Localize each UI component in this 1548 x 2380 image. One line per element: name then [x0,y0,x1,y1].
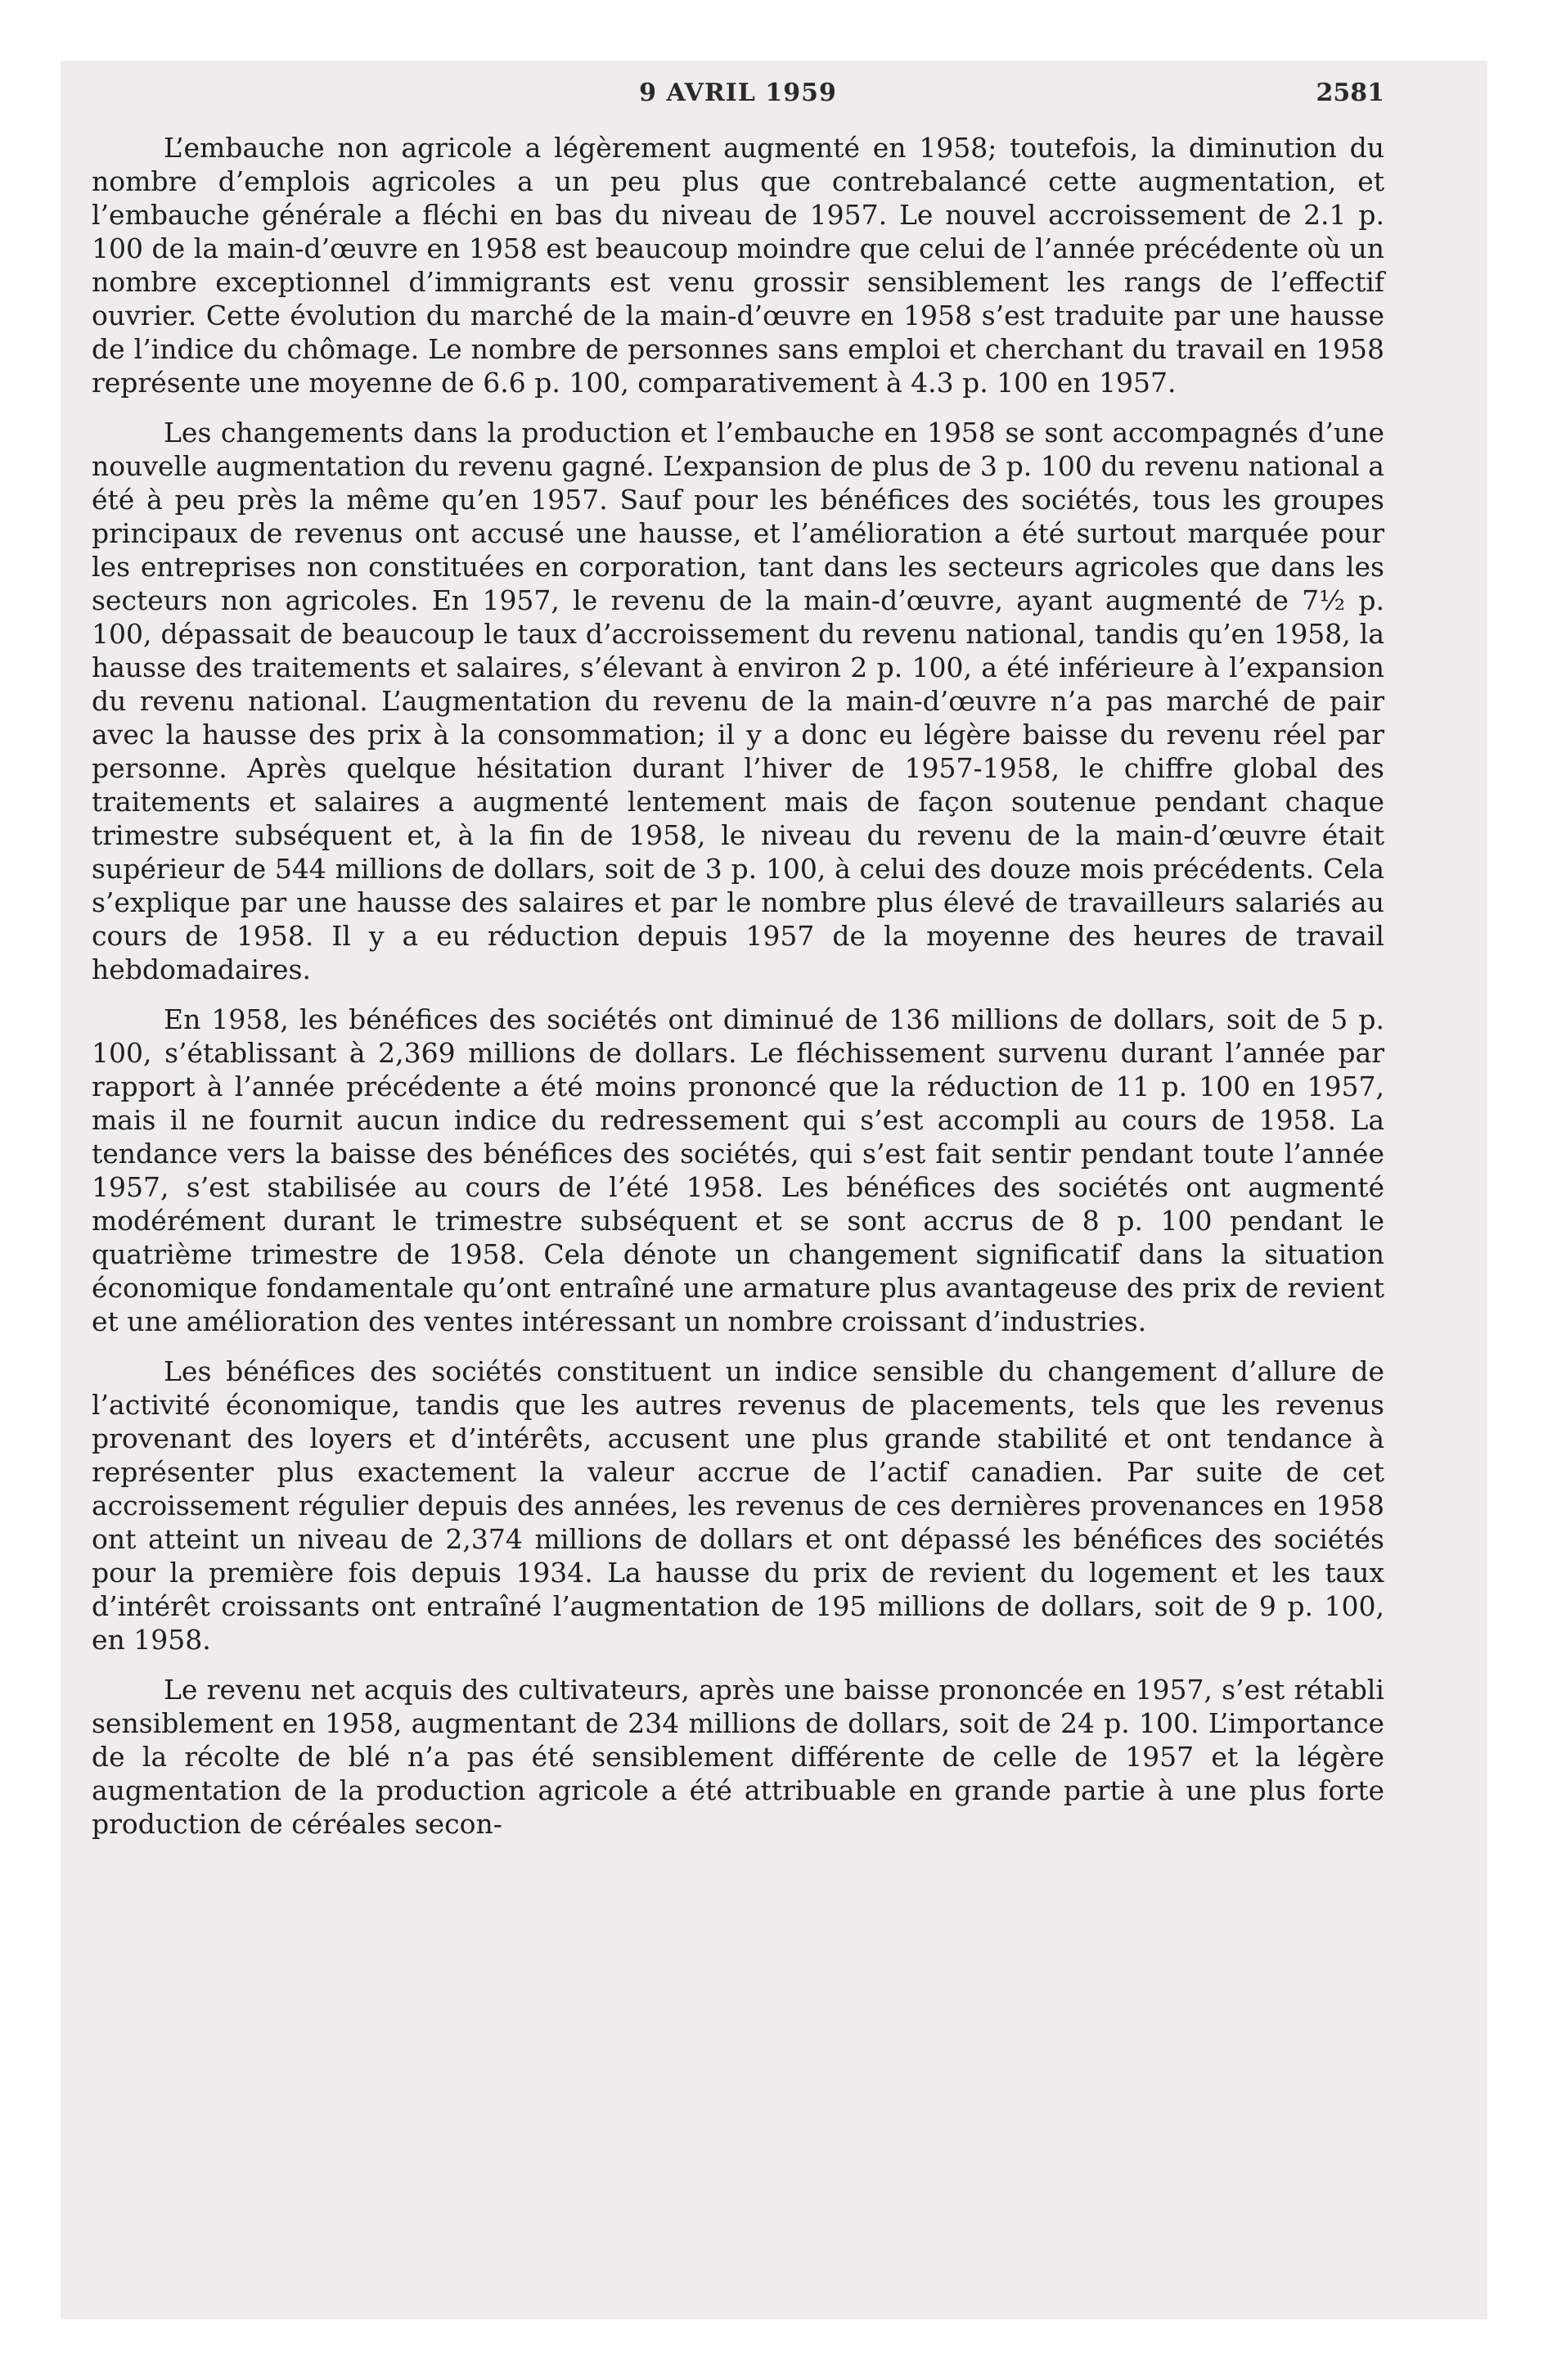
paragraph-revenu-cultivateurs: Le revenu net acquis des cultivateurs, après une baisse prononcée en 1957, s’est rétabli sensiblement en 1958, augmentant de 234 millions de dollars, soit de 24 p. 100. L’importance de la récolte de blé n’a pas été sensiblement différente de celle de 1957 et la légère augmentation de la production agricole a été attribuable en grande partie à une plus forte production de céréales secon- [92,1674,1384,1840]
paragraph-embauche: L’embauche non agricole a légèrement augmenté en 1958; toutefois, la diminution du nombre d’emplois agricoles a un peu plus que contrebalancé cette augmentation, et l’embauche générale a fléchi en bas du niveau de 1957. Le nouvel accroissement de 2.1 p. 100 de la main-d’œuvre en 1958 est beaucoup moindre que celui de l’année précédente où un nombre exceptionnel d’immigrants est venu grossir sensiblement les rangs de l’effectif ouvrier. Cette évolution du marché de la main-d’œuvre en 1958 s’est traduite par une hausse de l’indice du chômage. Le nombre de personnes sans emploi et cherchant du travail en 1958 représente une moyenne de 6.6 p. 100, comparativement à 4.3 p. 100 en 1957. [92,132,1384,399]
page-number: 2581 [1316,79,1384,107]
header-date: 9 AVRIL 1959 [639,79,837,107]
paragraph-revenus-placements: Les bénéfices des sociétés constituent un indice sensible du changement d’allure de l’activité économique, tandis que les autres revenus de placements, tels que les revenus provenant des loyers et d’intérêts, accusent une plus grande stabilité et ont tendance à représenter plus exactement la valeur accrue de l’actif canadien. Par suite de cet accroissement régulier depuis des années, les revenus de ces dernières provenances en 1958 ont atteint un niveau de 2,374 millions de dollars et ont dépassé les bénéfices des sociétés pour la première fois depuis 1934. La hausse du prix de revient du logement et les taux d’intérêt croissants ont entraîné l’augmentation de 195 millions de dollars, soit de 9 p. 100, en 1958. [92,1355,1384,1656]
page-header [92,79,1384,128]
paragraph-revenu-gagne: Les changements dans la production et l’embauche en 1958 se sont accompagnés d’une nouvelle augmentation du revenu gagné. L’expansion de plus de 3 p. 100 du revenu national a été à peu près la même qu’en 1957. Sauf pour les bénéfices des sociétés, tous les groupes principaux de revenus ont accusé une hausse, et l’amélioration a été surtout marquée pour les entreprises non constituées en corporation, tant dans les secteurs agricoles que dans les secteurs non agricoles. En 1957, le revenu de la main-d’œuvre, ayant augmenté de 7½ p. 100, dépassait de beaucoup le taux d’accroissement du revenu national, tandis qu’en 1958, la hausse des traitements et salaires, s’élevant à environ 2 p. 100, a été inférieure à l’expansion du revenu national. L’augmentation du revenu de la main-d’œuvre n’a pas marché de pair avec la hausse des prix à la consommation; il y a donc eu légère baisse du revenu réel par personne. Après quelque hésitation durant l’hiver de 1957-1958, le chiffre global des traitements et salaires a augmenté lentement mais de façon soutenue pendant chaque trimestre subséquent et, à la fin de 1958, le niveau du revenu de la main-d’œuvre était supérieur de 544 millions de dollars, soit de 3 p. 100, à celui des douze mois précédents. Cela s’explique par une hausse des salaires et par le nombre plus élevé de travailleurs salariés au cours de 1958. Il y a eu réduction depuis 1957 de la moyenne des heures de travail hebdomadaires. [92,417,1384,985]
body-text [92,131,1384,1857]
paragraph-benefices-1958: En 1958, les bénéfices des sociétés ont diminué de 136 millions de dollars, soit de 5 p. 100, s’établissant à 2,369 millions de dollars. Le fléchissement survenu durant l’année par rapport à l’année précédente a été moins prononcé que la réduction de 11 p. 100 en 1957, mais il ne fournit aucun indice du redressement qui s’est accompli au cours de 1958. La tendance vers la baisse des bénéfices des sociétés, qui s’est fait sentir pendant toute l’année 1957, s’est stabilisée au cours de l’été 1958. Les bénéfices des sociétés ont augmenté modérément durant le trimestre subséquent et se sont accrus de 8 p. 100 pendant le quatrième trimestre de 1958. Cela dénote un changement significatif dans la situation économique fondamentale qu’ont entraîné une armature plus avantageuse des prix de revient et une amélioration des ventes intéressant un nombre croissant d’industries. [92,1003,1384,1337]
